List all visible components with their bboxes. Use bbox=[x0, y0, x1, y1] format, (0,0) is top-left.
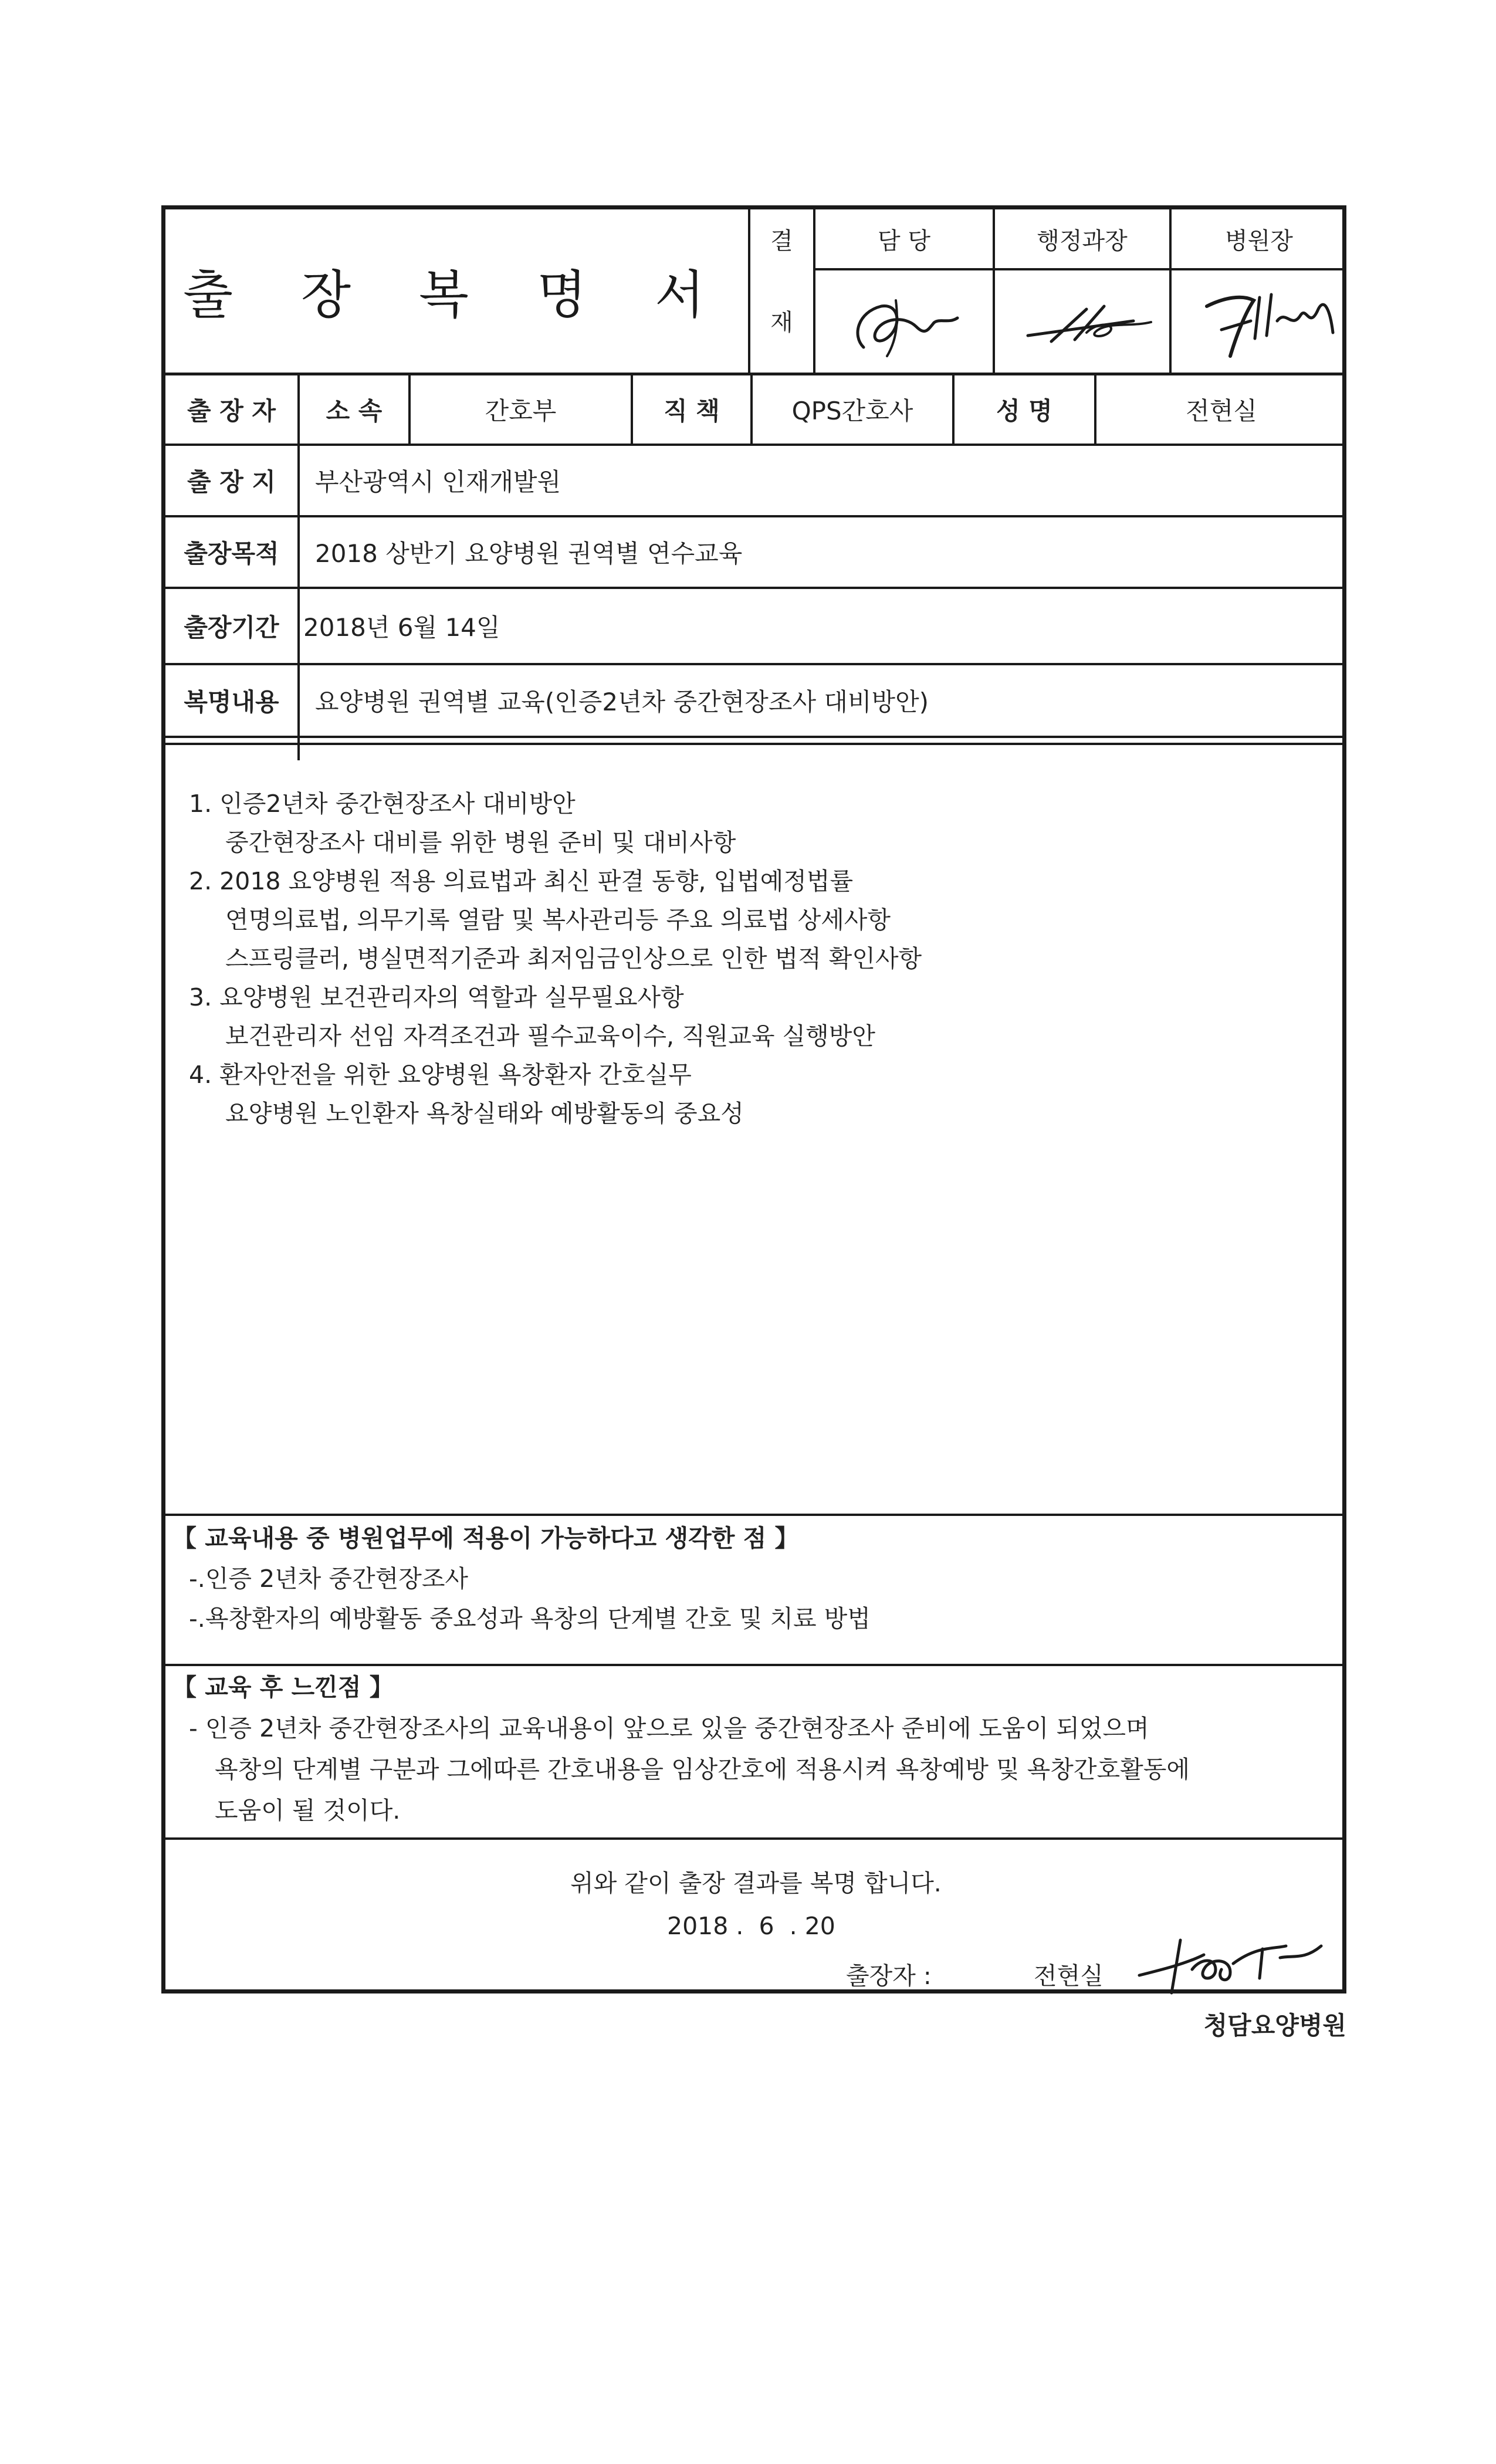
content-line: 2. 2018 요양병원 적용 의료법과 최신 판결 동향, 입법예정법률 bbox=[189, 867, 854, 895]
report-label: 복명내용 bbox=[184, 688, 279, 716]
position-label: 직 책 bbox=[664, 397, 720, 425]
period-value: 2018년 6월 14일 bbox=[303, 613, 500, 642]
applicable-section-title: 【 교육내용 중 병원업무에 적용이 가능하다고 생각한 점 】 bbox=[172, 1524, 799, 1552]
signature-admin-manager bbox=[1016, 286, 1157, 356]
impressions-line: - 인증 2년차 중간현장조사의 교육내용이 앞으로 있을 중간현장조사 준비에 도움이 되었으며 bbox=[189, 1714, 1149, 1742]
approver-role-staff: 담 당 bbox=[878, 227, 930, 255]
reporter-label: 출장자 : bbox=[846, 1962, 932, 1990]
destination-label: 출 장 지 bbox=[187, 468, 276, 496]
applicable-line: -.욕창환자의 예방활동 중요성과 욕창의 단계별 간호 및 치료 방법 bbox=[189, 1605, 871, 1633]
impressions-line: 욕창의 단계별 구분과 그에따른 간호내용을 임상간호에 적용시켜 욕창예방 및 욕창간호활동에 bbox=[215, 1755, 1190, 1783]
purpose-value: 2018 상반기 요양병원 권역별 연수교육 bbox=[315, 539, 743, 568]
name-value: 전현실 bbox=[1186, 397, 1257, 425]
hospital-name: 청담요양병원 bbox=[1203, 2011, 1346, 2040]
content-line: 3. 요양병원 보건관리자의 역할과 실무필요사항 bbox=[189, 983, 684, 1011]
content-line: 요양병원 노인환자 욕창실태와 예방활동의 중요성 bbox=[225, 1099, 744, 1128]
applicable-line: -.인증 2년차 중간현장조사 bbox=[189, 1565, 469, 1593]
impressions-section-title: 【 교육 후 느낀점 】 bbox=[172, 1673, 394, 1701]
signature-director bbox=[1189, 274, 1342, 368]
report-value: 요양병원 권역별 교육(인증2년차 중간현장조사 대비방안) bbox=[315, 688, 929, 716]
destination-value: 부산광역시 인재개발원 bbox=[315, 468, 561, 496]
department-value: 간호부 bbox=[485, 397, 557, 425]
approval-label-bottom: 재 bbox=[770, 309, 793, 336]
content-line: 연명의료법, 의무기록 열람 및 복사관리등 주요 의료법 상세사항 bbox=[225, 906, 891, 934]
reporter-name: 전현실 bbox=[1034, 1962, 1104, 1990]
applicable-section-body bbox=[189, 1559, 871, 1639]
position-value: QPS간호사 bbox=[791, 397, 913, 425]
impressions-line: 도움이 될 것이다. bbox=[215, 1796, 401, 1825]
approver-role-admin-manager: 행정과장 bbox=[1037, 227, 1128, 255]
document-title: 출 장 복 명 서 bbox=[183, 265, 730, 325]
report-content bbox=[189, 784, 922, 1133]
name-label: 성 명 bbox=[996, 397, 1052, 425]
report-statement: 위와 같이 출장 결과를 복명 합니다. bbox=[570, 1869, 942, 1897]
impressions-section-body bbox=[189, 1708, 1190, 1831]
content-line: 스프링클러, 병실면적기준과 최저임금인상으로 인한 법적 확인사항 bbox=[225, 945, 922, 973]
department-label: 소 속 bbox=[326, 397, 383, 425]
purpose-label: 출장목적 bbox=[184, 539, 279, 568]
approver-role-director: 병원장 bbox=[1225, 227, 1293, 255]
signature-staff bbox=[840, 277, 975, 365]
content-line: 4. 환자안전을 위한 요양병원 욕창환자 간호실무 bbox=[189, 1061, 692, 1089]
report-date: 2018 . 6 . 20 bbox=[667, 1912, 835, 1940]
content-line: 1. 인증2년차 중간현장조사 대비방안 bbox=[189, 790, 576, 818]
business-trip-report-form bbox=[161, 205, 1346, 1993]
content-line: 중간현장조사 대비를 위한 병원 준비 및 대비사항 bbox=[225, 828, 736, 857]
traveler-label: 출 장 자 bbox=[187, 397, 276, 425]
period-label: 출장기간 bbox=[184, 613, 279, 642]
approval-label-top: 결 bbox=[770, 227, 793, 255]
reporter-signature bbox=[1128, 1923, 1339, 1999]
content-line: 보건관리자 선임 자격조건과 필수교육이수, 직원교육 실행방안 bbox=[225, 1022, 875, 1050]
